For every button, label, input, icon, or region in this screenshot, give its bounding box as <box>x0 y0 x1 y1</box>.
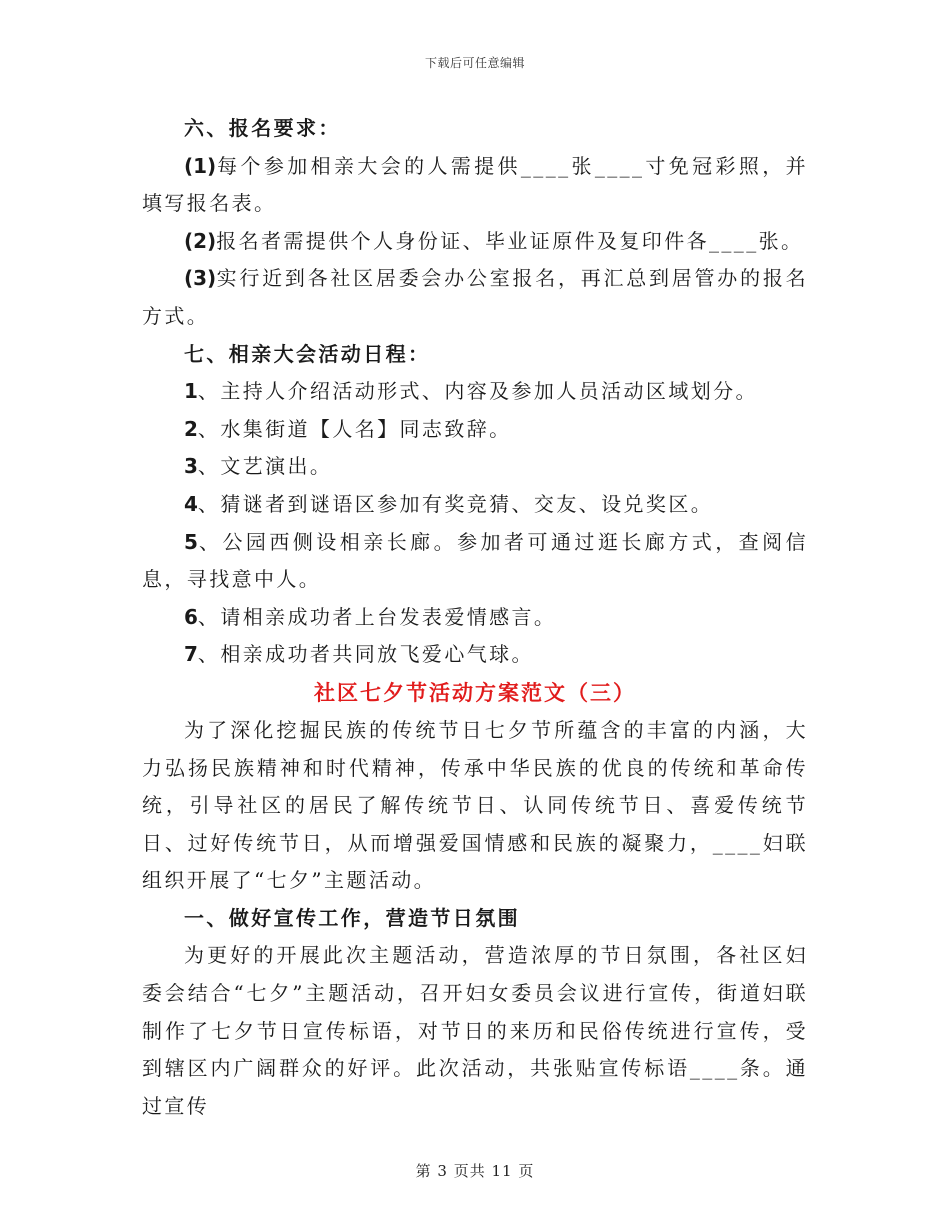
item-number: 5 <box>184 529 198 554</box>
item-text: 实行近到各社区居委会办公室报名，再汇总到居管办的报名方式。 <box>142 266 808 328</box>
list-item <box>142 524 808 599</box>
item-number: (1) <box>184 153 217 178</box>
item-text: 、水集街道【人名】同志致辞。 <box>197 416 512 441</box>
article-subheading: 一、做好宣传工作，营造节日氛围 <box>184 905 520 930</box>
section-heading: 七、相亲大会活动日程： <box>184 341 431 366</box>
item-number: 2 <box>184 416 198 441</box>
document-body <box>142 110 808 1125</box>
item-number: 6 <box>184 604 198 629</box>
list-item <box>142 411 808 449</box>
item-text: 每个参加相亲大会的人需提供____张____寸免冠彩照，并填写报名表。 <box>142 153 808 216</box>
page-header-note: 下载后可任意编辑 <box>424 56 525 70</box>
page-number: 第 3 页共 11 页 <box>415 1162 535 1180</box>
section-heading: 六、报名要求： <box>184 116 341 140</box>
item-number: 7 <box>184 642 198 667</box>
item-text: 、猜谜者到谜语区参加有奖竞猜、交友、设兑奖区。 <box>197 491 714 516</box>
article-intro: 为了深化挖掘民族的传统节日七夕节所蕴含的丰富的内涵，大力弘扬民族精神和时代精神，传承中华民族的优良的传统和革命传统，引导社区的居民了解传统节日、认同传统节日、喜爱传统节日、过好传统节日，从而增强爱国情感和民族的凝聚力，____妇联组织开展了“七夕”主题活动。 <box>142 717 808 893</box>
list-item <box>142 260 808 335</box>
list-item <box>142 599 808 637</box>
list-item <box>142 636 808 674</box>
item-text: 、文艺演出。 <box>197 454 333 479</box>
article-body: 为更好的开展此次主题活动，营造浓厚的节日氛围，各社区妇委会结合“七夕”主题活动，召开妇女委员会议进行宣传，街道妇联制作了七夕节日宣传标语，对节日的来历和民俗传统进行宣传，受到辖区内广阔群众的好评。此次活动，共张贴宣传标语____条。通过宣传 <box>142 943 808 1118</box>
list-item <box>142 448 808 486</box>
item-number: 3 <box>184 454 198 479</box>
item-text: 、公园西侧设相亲长廊。参加者可通过逛长廊方式，查阅信息，寻找意中人。 <box>142 529 808 592</box>
item-number: 4 <box>184 491 198 516</box>
item-number: 1 <box>184 379 198 404</box>
list-item <box>142 148 808 223</box>
list-item <box>142 373 808 411</box>
article-title: 社区七夕节活动方案范文（三） <box>314 679 636 705</box>
list-item <box>142 486 808 524</box>
item-number: (3) <box>184 266 217 291</box>
item-text: 报名者需提供个人身份证、毕业证原件及复印件各____张。 <box>216 228 804 253</box>
item-number: (2) <box>184 228 217 253</box>
item-text: 、主持人介绍活动形式、内容及参加人员活动区域划分。 <box>197 379 758 404</box>
item-text: 、相亲成功者共同放飞爱心气球。 <box>197 642 534 667</box>
list-item <box>142 223 808 261</box>
item-text: 、请相亲成功者上台发表爱情感言。 <box>197 604 557 629</box>
